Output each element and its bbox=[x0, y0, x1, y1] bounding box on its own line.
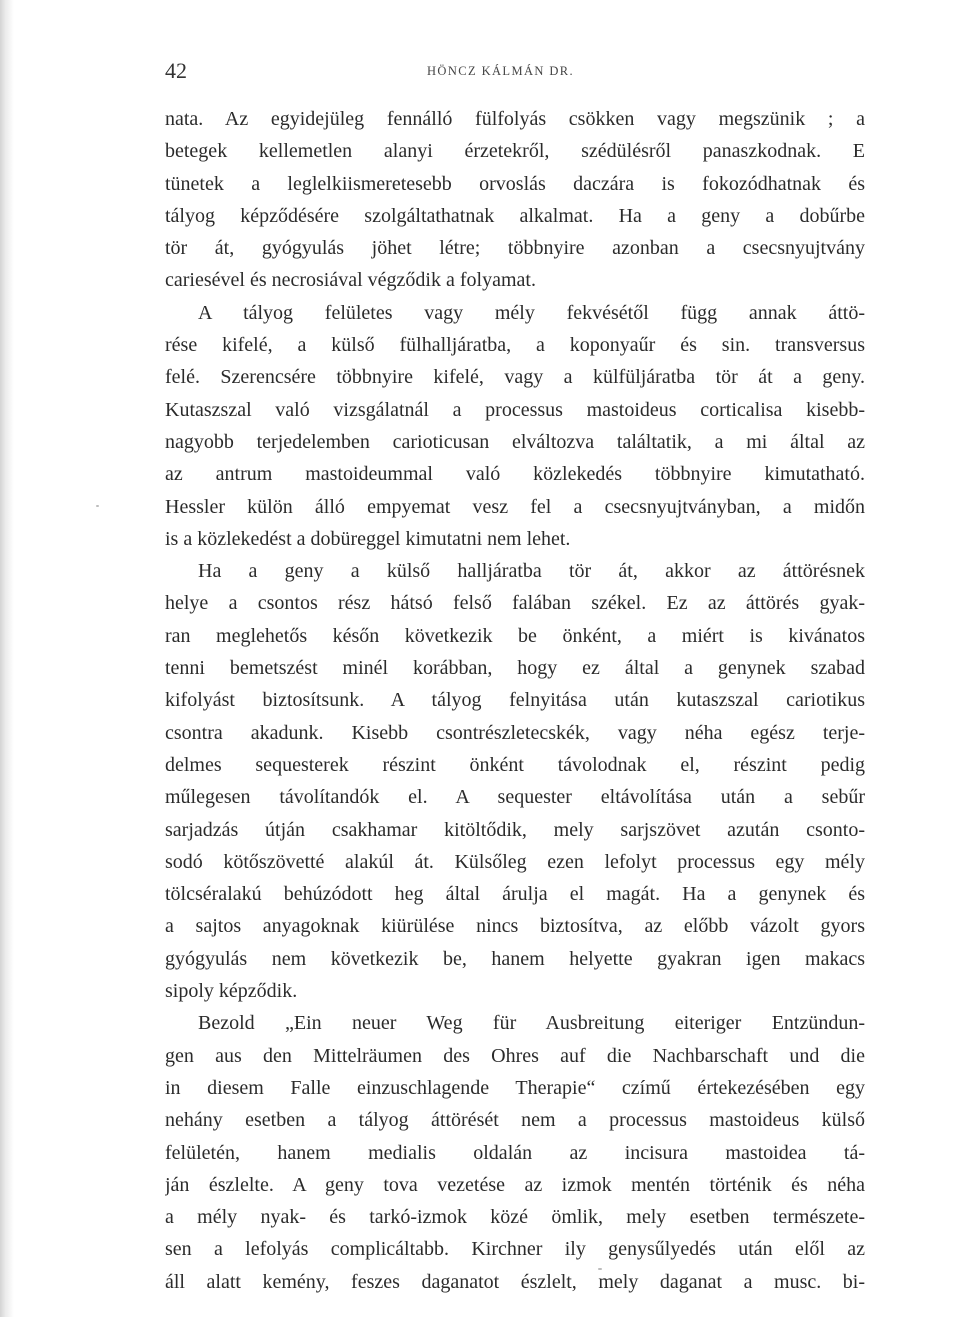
text-line: ran meglehetős későn következik be önként, a miért is kivánatos bbox=[165, 624, 865, 647]
page-header bbox=[165, 56, 865, 86]
page-number: 42 bbox=[165, 58, 187, 83]
text-line: áll alatt kemény, feszes daganatot észlelt, mely daganat a musc. bi- bbox=[165, 1270, 865, 1293]
text-line: nehány esetben a tályog áttörését nem a processus mastoideus külső bbox=[165, 1109, 865, 1132]
text-line: Kutaszszal való vizsgálatnál a processus mastoideus corticalisa kisebb- bbox=[165, 398, 865, 421]
text-line: tünetek a leglelkiismeretesebb orvoslás daczára is fokozódhatnak és bbox=[165, 172, 865, 195]
text-line: nagyobb terjedelemben carioticusan elváltozva találtatik, a mi által az bbox=[165, 430, 865, 453]
text-line: betegek kellemetlen alanyi érzetekről, szédülésről panaszkodnak. E bbox=[165, 140, 865, 163]
scan-speck bbox=[598, 1268, 602, 1270]
text-line: delmes sequesterek részint önként távolodnak el, részint pedig bbox=[165, 753, 865, 776]
text-line: sarjadzás útján csakhamar kitöltődik, mely sarjszövet azután csonto- bbox=[165, 818, 865, 841]
scan-left-edge-shadow bbox=[0, 0, 14, 1317]
paragraph-first-line: Ha a geny a külső halljáratba tör át, akkor az áttörésnek bbox=[198, 560, 865, 583]
text-line: műlegesen távolítandók el. A sequester eltávolítása után a sebűr bbox=[165, 786, 865, 809]
text-line: a sajtos anyagoknak kiürülése nincs biztosítva, az előbb vázolt gyors bbox=[165, 915, 865, 938]
text-line: cariesével és necrosiával végződik a folyamat. bbox=[165, 269, 536, 292]
text-line: is a közlekedést a dobüreggel kimutatni nem lehet. bbox=[165, 527, 571, 550]
running-head-author: HÖNCZ KÁLMÁN DR. bbox=[427, 64, 575, 78]
text-line: tenni bemetszést minél korábban, hogy ez által a genynek szabad bbox=[165, 657, 865, 680]
text-line: csontra akadunk. Kisebb csontrészletecskék, vagy néha egész terje- bbox=[165, 721, 865, 744]
text-line: in diesem Falle einzuschlagende Therapie“ czímű értekezésében egy bbox=[165, 1076, 865, 1099]
paragraph-first-line: Bezold „Ein neuer Weg für Ausbreitung eiteriger Entzündun- bbox=[198, 1012, 865, 1035]
text-line: a mély nyak- és tarkó-izmok közé ömlik, mely esetben természete- bbox=[165, 1206, 865, 1229]
text-line: nata. Az egyidejüleg fennálló fülfolyás csökken vagy megszünik ; a bbox=[165, 108, 865, 130]
body-text bbox=[165, 103, 865, 1298]
text-line: gen aus den Mittelräumen des Ohres auf die Nachbarschaft und die bbox=[165, 1044, 865, 1067]
text-line: gyógyulás nem következik be, hanem helyette gyakran igen makacs bbox=[165, 947, 865, 970]
text-line: ján észlelte. A geny tova vezetése az izmok mentén történik és néha bbox=[165, 1173, 865, 1196]
paragraph-first-line: A tályog felületes vagy mély fekvésétől függ annak áttö- bbox=[198, 301, 865, 324]
text-line: az antrum mastoideummal való közlekedés többnyire kimutatható. bbox=[165, 463, 865, 486]
text-line: sen a lefolyás complicáltabb. Kirchner ily genysűlyedés után elől az bbox=[165, 1238, 865, 1261]
text-line: tölcséralakú behúzódott heg által árulja el magát. Ha a genynek és bbox=[165, 883, 865, 906]
text-line: tör át, gyógyulás jöhet létre; többnyire azonban a csecsnyujtvány bbox=[165, 237, 865, 260]
text-line: helye a csontos rész hátsó felső falában székel. Ez az áttörés gyak- bbox=[165, 592, 865, 615]
text-line: tályog képződésére szolgáltathatnak alkalmat. Ha a geny a dobűrbe bbox=[165, 204, 865, 227]
text-line: kifolyást biztosítsunk. A tályog felnyitása után kutaszszal cariotikus bbox=[165, 689, 865, 712]
text-line: rése kifelé, a külső fülhalljáratba, a koponyaűr és sin. transversus bbox=[165, 334, 865, 357]
text-line: sipoly képződik. bbox=[165, 980, 298, 1003]
text-line: felé. Szerencsére többnyire kifelé, vagy a külfüljáratba tör át a geny. bbox=[165, 366, 865, 389]
text-line: sodó kötőszövetté alakúl át. Külsőleg ezen lefolyt processus egy mély bbox=[165, 850, 865, 873]
text-line: felületén, hanem medialis oldalán az incisura mastoidea tá- bbox=[165, 1141, 865, 1164]
text-line: Hessler külön álló empyemat vesz fel a csecsnyujtványban, a midőn bbox=[165, 495, 865, 518]
scan-speck bbox=[96, 505, 99, 507]
